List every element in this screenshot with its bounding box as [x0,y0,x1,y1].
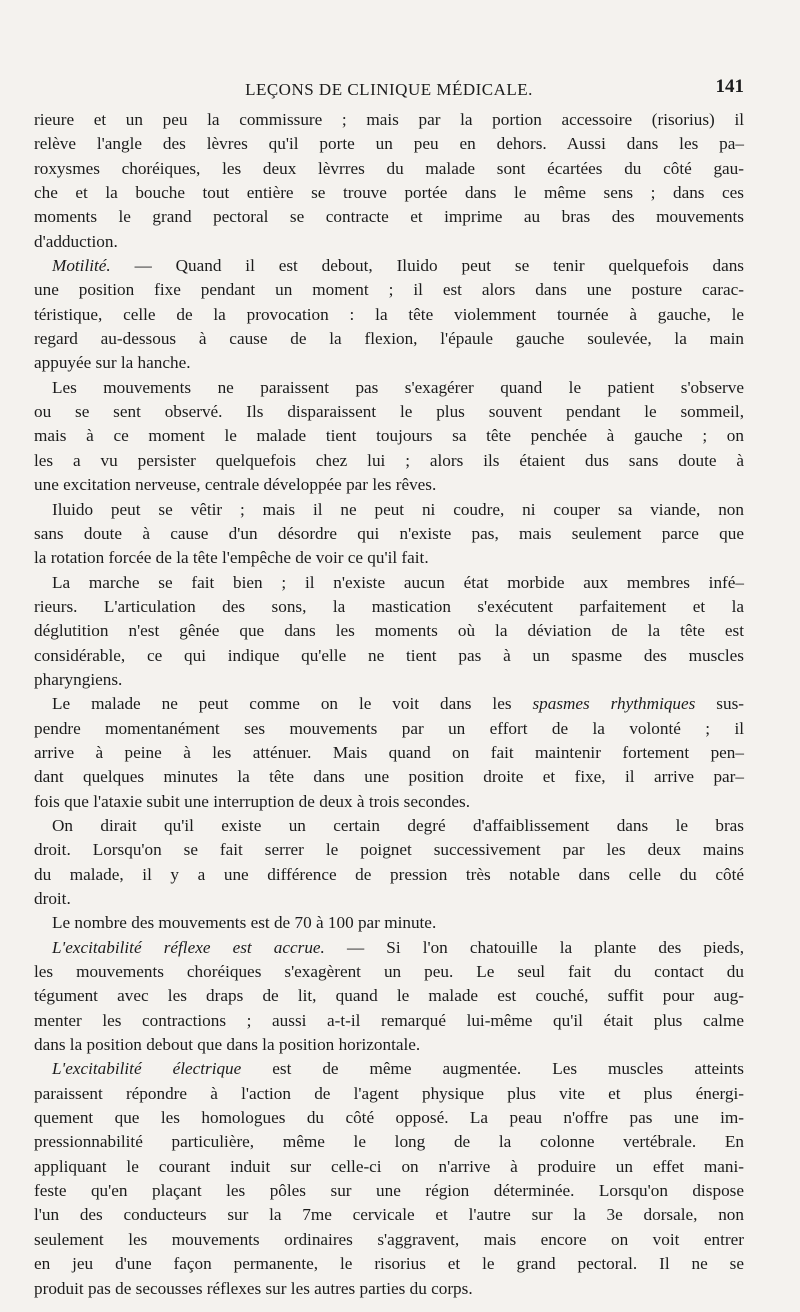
paragraph [34,254,744,376]
text-line: considérable, ce qui indique qu'elle ne tient pas à un spasme des muscles [34,645,744,665]
text-line: appliquant le courant induit sur celle-ci on n'arrive à produire un effet mani- [34,1156,744,1176]
text-line: regard au-dessous à cause de la flexion, l'épaule gauche soulevée, la main [34,329,744,349]
text-line: une excitation nerveuse, centrale développée par les rêves. [34,475,437,495]
text-line: sans doute à cause d'un désordre qui n'existe pas, mais seulement parce que [34,523,744,543]
page-number: 141 [715,76,744,97]
text-line: fois que l'ataxie subit une interruption de deux à trois secondes. [34,791,471,811]
text-line: paraissent répondre à l'action de l'agent physique plus vite et plus énergi- [34,1083,744,1103]
paragraph [34,911,744,935]
text-line: appuyée sur la hanche. [34,353,191,373]
text-line: Iluido peut se vêtir ; mais il ne peut ni coudre, ni couper sa viande, non [52,499,744,519]
text-line: l'un des conducteurs sur la 7me cervicale et l'autre sur la 3e dorsale, non [34,1205,744,1225]
text-line: déglutition n'est gênée que dans les moments où la déviation de la tête est [34,621,744,641]
text-run: est de même augmentée. Les muscles atteints [241,1059,744,1079]
page-header [34,74,744,104]
text-line: pendre momentanément ses mouvements par un effort de la volonté ; il [34,718,744,738]
text-line: en jeu d'une façon permanente, le risorius et le grand pectoral. Il ne se [34,1254,744,1274]
text-line: rieurs. L'articulation des sons, la mastication s'exécutent parfaitement et la [34,596,744,616]
running-title: LEÇONS DE CLINIQUE MÉDICALE. [245,80,533,99]
paragraph [34,571,744,693]
text-line: tégument avec les draps de lit, quand le malade est couché, suffit pour aug- [34,986,744,1006]
text-line: feste qu'en plaçant les pôles sur une région déterminée. Lorsqu'on dispose [34,1181,744,1201]
text-line: ou se sent observé. Ils disparaissent le plus souvent pendant le sommeil, [34,402,744,422]
paragraph [34,936,744,1058]
text-line: du malade, il y a une différence de pression très notable dans celle du côté [34,864,744,884]
text-line: les a vu persister quelquefois chez lui ; alors ils étaient dus sans doute à [34,450,744,470]
text-line [34,692,744,716]
text-line: Le nombre des mouvements est de 70 à 100 par minute. [52,913,437,933]
paragraph [34,1057,744,1300]
paragraph [34,692,744,814]
text-run: Le malade ne peut comme on le voit dans les [52,694,533,714]
text-line: téristique, celle de la provocation : la tête violemment tournée à gauche, le [34,304,744,324]
text-line: dant quelques minutes la tête dans une position droite et fixe, il arrive par– [34,767,744,787]
text-line: droit. Lorsqu'on se fait serrer le poignet successivement par les deux mains [34,840,744,860]
page-body [34,108,744,1301]
paragraph [34,814,744,911]
text-line: la rotation forcée de la tête l'empêche de voir ce qu'il fait. [34,548,429,568]
text-line: droit. [34,889,71,908]
italic-lead: Motilité. [52,256,111,276]
text-line: les mouvements choréiques s'exagèrent un peu. Le seul fait du contact du [34,962,744,982]
text-run: sus- [695,694,744,714]
text-line: che et la bouche tout entière se trouve portée dans le même sens ; dans ces [34,183,744,203]
text-line: quement que les homologues du côté opposé. La peau n'offre pas une im- [34,1108,744,1128]
text-line: roxysmes choréiques, les deux lèvrres du malade sont écartées du côté gau- [34,158,744,178]
text-run: — Quand il est debout, Iluido peut se tenir quelquefois dans [110,256,744,276]
text-line: rieure et un peu la commissure ; mais par la portion accessoire (risorius) il [34,110,744,129]
text-line: menter les contractions ; aussi a-t-il remarqué lui-même qu'il était plus calme [34,1010,744,1030]
paragraph [34,108,744,254]
text-line: mais à ce moment le malade tient toujours sa tête penchée à gauche ; on [34,426,744,446]
text-line [34,936,744,960]
text-line: pressionnabilité particulière, même le long de la colonne vertébrale. En [34,1132,744,1152]
text-line: La marche se fait bien ; il n'existe aucun état morbide aux membres infé– [52,572,744,592]
italic-lead: L'excitabilité réflexe est accrue. [52,937,325,957]
paragraph [34,498,744,571]
text-line: moments le grand pectoral se contracte et imprime au bras des mouvements [34,207,744,227]
text-line [34,1057,744,1081]
text-line: une position fixe pendant un moment ; il est alors dans une posture carac- [34,280,744,300]
text-run: — Si l'on chatouille la plante des pieds, [324,937,744,957]
text-line: relève l'angle des lèvres qu'il porte un peu en dehors. Aussi dans les pa– [34,134,744,154]
italic-term: spasmes rhythmiques [532,694,696,714]
text-line: d'adduction. [34,231,118,251]
text-line: Les mouvements ne paraissent pas s'exagérer quand le patient s'observe [52,377,744,397]
text-line: produit pas de secousses réflexes sur les autres parties du corps. [34,1278,473,1298]
text-line: seulement les mouvements ordinaires s'aggravent, mais encore on voit entrer [34,1229,744,1249]
text-line: dans la position debout que dans la position horizontale. [34,1035,421,1055]
text-line: arrive à peine à les atténuer. Mais quand on fait maintenir fortement pen– [34,742,744,762]
text-line: On dirait qu'il existe un certain degré d'affaiblissement dans le bras [52,815,744,835]
text-line: pharyngiens. [34,669,123,689]
paragraph [34,376,744,498]
italic-lead: L'excitabilité électrique [52,1059,242,1079]
text-line [34,254,744,278]
